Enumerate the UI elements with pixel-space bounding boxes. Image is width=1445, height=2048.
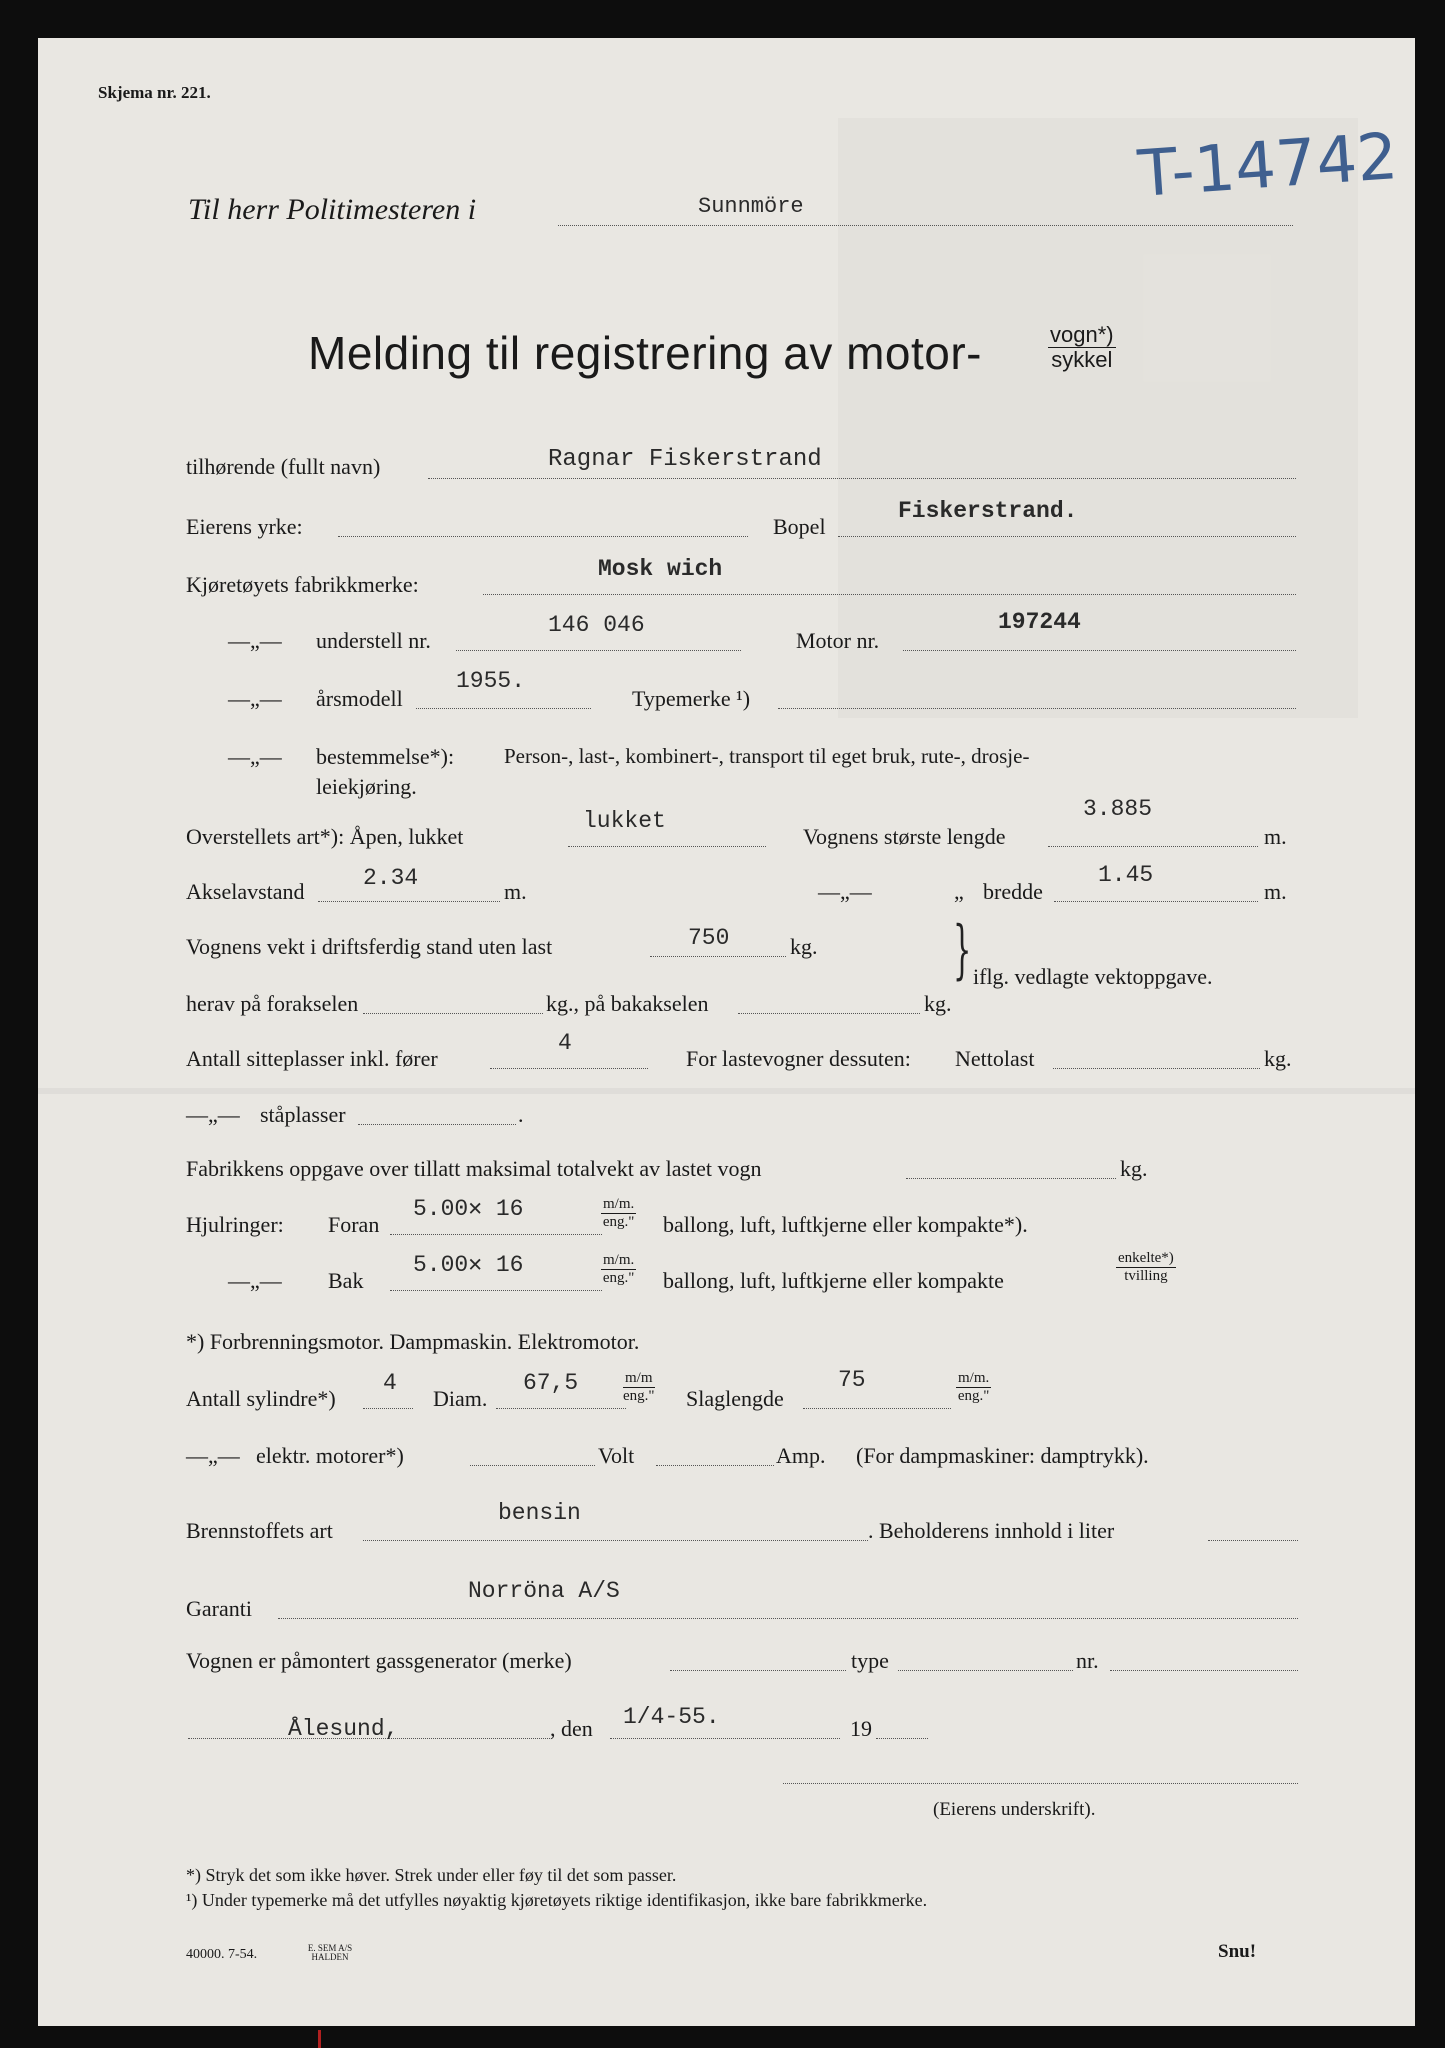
tyres-rear-value: 5.00✕ 16 [413, 1252, 524, 1278]
fuel-label: Brennstoffets art [186, 1518, 333, 1543]
guarantee-line [278, 1618, 1298, 1619]
width-line [1054, 901, 1258, 902]
tyres-rear-line [390, 1290, 602, 1291]
axle-front-label: herav på forakselen [186, 991, 359, 1016]
cylinders-value: 4 [383, 1370, 397, 1396]
owner-value: Ragnar Fiskerstrand [548, 446, 822, 473]
steam-label: (For dampmaskiner: damptrykk). [856, 1443, 1149, 1468]
chassis-line [456, 650, 741, 651]
wheelbase-label: Akselavstand [186, 879, 305, 904]
gas-nr-line [1110, 1670, 1298, 1671]
standing-line [358, 1124, 516, 1125]
brace: } [953, 913, 972, 987]
engine-no-line [903, 650, 1296, 651]
weight-value: 750 [688, 925, 730, 951]
body-type-label: Overstellets art*): Åpen, lukket [186, 824, 464, 849]
tyres-front-line [390, 1234, 602, 1235]
fuel-line [363, 1540, 868, 1541]
title-fraction [1048, 323, 1116, 372]
tyres-rear-unit-top: m/m. [603, 1252, 635, 1268]
volt-line [656, 1465, 774, 1466]
gas-nr-label: nr. [1076, 1648, 1099, 1673]
residence-label: Bopel [773, 514, 826, 539]
addressee-value: Sunnmöre [698, 194, 804, 219]
make-line [483, 594, 1296, 595]
wheelbase-line [318, 901, 500, 902]
max-weight-line [906, 1178, 1116, 1179]
max-weight-label: Fabrikkens oppgave over tillatt maksimal totalvekt av lastet vogn [186, 1156, 762, 1181]
tyres-rear-text: ballong, luft, luftkjerne eller kompakte [663, 1268, 1004, 1293]
standing-end: . [518, 1102, 524, 1127]
tyres-rear-mount-top: enkelte*) [1118, 1250, 1174, 1266]
cylinders-label: Antall sylindre*) [186, 1386, 336, 1411]
volt-label: Volt [598, 1443, 635, 1468]
print-info: 40000. 7-54. [186, 1947, 258, 1962]
amp-label: Amp. [776, 1443, 826, 1468]
width-label: bredde [983, 879, 1043, 904]
engine-no-value: 197244 [998, 609, 1081, 635]
tank-label: . Beholderens innhold i liter [868, 1518, 1115, 1543]
year-value: 1955. [456, 668, 526, 694]
standing-ditto: —„— [186, 1102, 240, 1127]
diam-label: Diam. [433, 1386, 488, 1411]
date-value: 1/4-55. [623, 1704, 720, 1730]
stroke-line [803, 1408, 951, 1409]
width-ditto: —„— [818, 879, 872, 904]
wheelbase-unit: m. [504, 879, 527, 904]
stroke-unit-bottom: eng." [957, 1387, 990, 1404]
type-mark-line [778, 708, 1296, 709]
gas-generator-line [670, 1670, 846, 1671]
axle-front-line [363, 1013, 543, 1014]
form-paper [38, 38, 1415, 2026]
weight-unit: kg. [790, 934, 818, 959]
wheelbase-value: 2.34 [363, 865, 419, 891]
guarantee-value: Norröna A/S [468, 1578, 620, 1604]
tyres-front-unit-bottom: eng." [602, 1213, 635, 1230]
gas-type-label: type [851, 1648, 889, 1673]
stroke-unit-top: m/m. [958, 1370, 990, 1386]
addressee-line [558, 225, 1293, 226]
chassis-ditto: —„— [228, 628, 282, 653]
tyres-rear-unit [601, 1252, 636, 1286]
axle-rear-label: kg., på bakakselen [546, 991, 709, 1016]
electric-line [470, 1465, 595, 1466]
tyres-rear-unit-bottom: eng." [602, 1269, 635, 1286]
body-type-value: lukket [583, 808, 666, 834]
residence-line [838, 536, 1296, 537]
diam-unit-bottom: eng." [623, 1387, 655, 1404]
year-label: årsmodell [316, 686, 403, 711]
make-label: Kjøretøyets fabrikkmerke: [186, 572, 419, 597]
tyres-front-pos: Foran [328, 1212, 380, 1237]
signature-line [783, 1783, 1298, 1784]
date-den: , den [550, 1716, 593, 1741]
gas-type-line [898, 1670, 1073, 1671]
tyres-rear-mount-bottom: tvilling [1124, 1267, 1168, 1284]
width-ditto2: „ [954, 879, 964, 904]
tyres-front-unit [601, 1196, 636, 1230]
length-label: Vognens største lengde [803, 824, 1006, 849]
year-line [416, 708, 591, 709]
footnote-1: *) Stryk det som ikke høver. Strek under eller føy til det som passer. [186, 1865, 677, 1885]
engine-no-label: Motor nr. [796, 628, 880, 653]
tyres-rear-mount [1116, 1250, 1176, 1284]
max-weight-unit: kg. [1120, 1156, 1148, 1181]
electric-label: elektr. motorer*) [256, 1443, 404, 1468]
length-value: 3.885 [1083, 796, 1153, 822]
tyres-rear-pos: Bak [328, 1268, 364, 1293]
stroke-value: 75 [838, 1367, 866, 1393]
occupation-line [338, 536, 748, 537]
diam-value: 67,5 [523, 1370, 579, 1396]
weight-note: iflg. vedlagte vektoppgave. [973, 964, 1213, 989]
axle-unit: kg. [924, 991, 952, 1016]
lorry-label: For lastevogner dessuten: [686, 1046, 911, 1071]
bleed-through [838, 118, 1358, 718]
purpose-label: bestemmelse*): [316, 744, 455, 769]
tyres-label: Hjulringer: [186, 1212, 284, 1237]
guarantee-label: Garanti [186, 1596, 252, 1621]
tyres-front-text: ballong, luft, luftkjerne eller kompakte*). [663, 1212, 1028, 1237]
gas-generator-label: Vognen er påmontert gassgenerator (merke) [186, 1648, 572, 1673]
diam-unit [623, 1370, 655, 1404]
addressee-label: Til herr Politimesteren i [188, 193, 477, 226]
make-value: Mosk wich [598, 556, 723, 582]
paper-fold [38, 1088, 1415, 1094]
title-frac-bottom: sykkel [1051, 347, 1113, 373]
motor-types: *) Forbrenningsmotor. Dampmaskin. Elektromotor. [186, 1329, 640, 1354]
occupation-label: Eierens yrke: [186, 514, 303, 539]
date-line [610, 1738, 840, 1739]
purpose-ditto: —„— [228, 744, 282, 769]
tank-line [1208, 1540, 1298, 1541]
weight-label: Vognens vekt i driftsferdig stand uten last [186, 934, 553, 959]
electric-ditto: —„— [186, 1443, 240, 1468]
stroke-unit [956, 1370, 991, 1404]
body-type-line [568, 846, 766, 847]
place-value: Ålesund, [288, 1716, 399, 1742]
year-line-date [876, 1738, 928, 1739]
case-number-handwritten: T-14742 [1135, 120, 1401, 212]
stroke-label: Slaglengde [686, 1386, 784, 1411]
tyres-front-value: 5.00✕ 16 [413, 1196, 524, 1222]
cylinders-line [363, 1408, 413, 1409]
diam-line [496, 1408, 626, 1409]
seats-value: 4 [558, 1030, 572, 1056]
width-unit: m. [1264, 879, 1287, 904]
standing-label: ståplasser [260, 1102, 346, 1127]
chassis-label: understell nr. [316, 628, 431, 653]
year-ditto: —„— [228, 686, 282, 711]
net-load-unit: kg. [1264, 1046, 1292, 1071]
purpose-options-cont: leiekjøring. [316, 774, 417, 799]
net-load-label: Nettolast [955, 1046, 1035, 1071]
year-prefix: 19 [850, 1716, 872, 1741]
type-mark-label: Typemerke ¹) [632, 686, 751, 711]
weight-line [650, 956, 786, 957]
form-title: Melding til registrering av motor- [308, 327, 983, 379]
printer-mark: E. SEM A/S HALDEN [307, 1943, 353, 1962]
tyres-rear-ditto: —„— [228, 1268, 282, 1293]
residence-value: Fiskerstrand. [898, 498, 1078, 524]
footnote-2: ¹) Under typemerke må det utfylles nøyaktig kjøretøyets riktige identifikasjon, ikke bare fabrikkmerke. [186, 1890, 928, 1910]
seats-line [490, 1068, 648, 1069]
signature-label: (Eierens underskrift). [933, 1799, 1096, 1820]
tyres-front-unit-top: m/m. [603, 1196, 635, 1212]
axle-rear-line [738, 1013, 920, 1014]
fuel-value: bensin [498, 1500, 581, 1526]
chassis-value: 146 046 [548, 612, 645, 638]
purpose-options: Person-, last-, kombinert-, transport til eget bruk, rute-, drosje- [504, 744, 1030, 768]
form-id: Skjema nr. 221. [98, 83, 211, 102]
width-value: 1.45 [1098, 862, 1154, 888]
diam-unit-top: m/m [623, 1370, 655, 1388]
red-edge-mark [318, 2030, 321, 2048]
title-frac-top: vogn*) [1050, 322, 1114, 347]
owner-label: tilhørende (fullt navn) [186, 454, 381, 479]
seats-label: Antall sitteplasser inkl. fører [186, 1046, 438, 1071]
length-line [1048, 846, 1258, 847]
net-load-line [1053, 1068, 1260, 1069]
length-unit: m. [1264, 824, 1287, 849]
owner-line [428, 478, 1296, 479]
turn-over-note: Snu! [1218, 1941, 1257, 1962]
